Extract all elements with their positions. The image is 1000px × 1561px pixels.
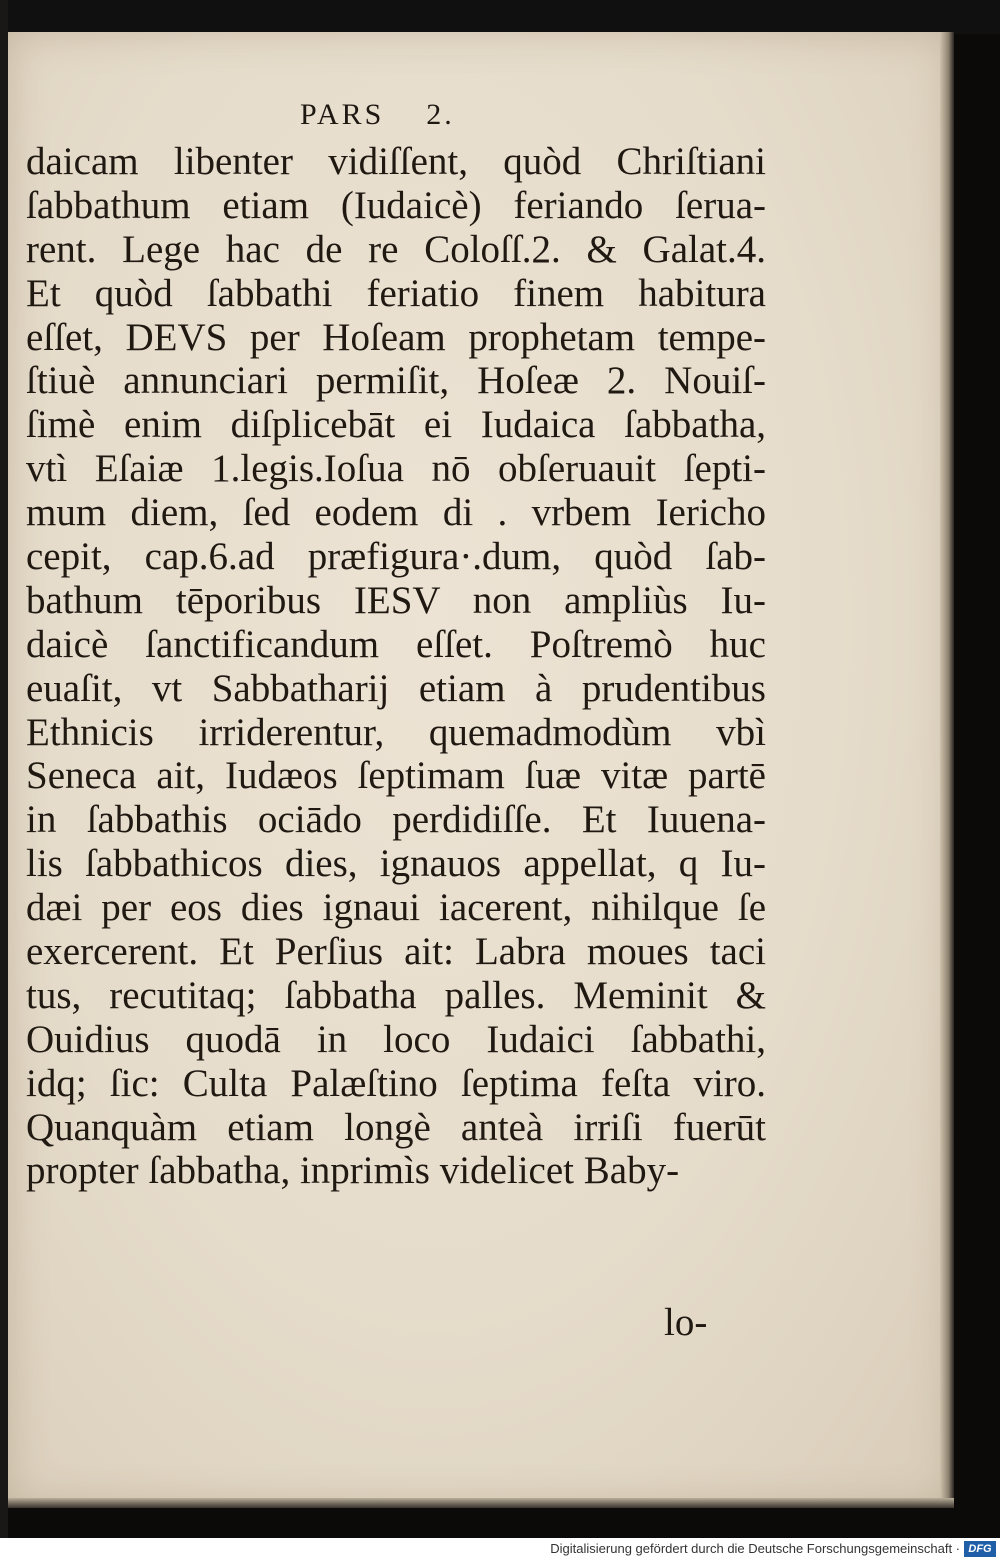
running-head: PARS 2. bbox=[300, 98, 455, 131]
text-line: euaſit, vt Sabbatharij etiam à prudentibus bbox=[26, 666, 766, 710]
text-line: in ſabbathis ociādo perdidiſſe. Et Iuuena- bbox=[26, 798, 766, 842]
text-line: ſtiuè annunciari permiſit, Hoſeæ 2. Nouiſ- bbox=[26, 359, 766, 403]
text-line: ſabbathum etiam (Iudaicè) feriando ſerua- bbox=[26, 183, 766, 227]
text-line: Et quòd ſabbathi feriatio finem habitura bbox=[26, 271, 766, 315]
body-text bbox=[26, 140, 766, 1193]
scan-background-left bbox=[0, 0, 8, 1561]
text-line: exercerent. Et Perſius ait: Labra moues taci bbox=[26, 930, 766, 974]
text-line: Seneca ait, Iudæos ſeptimam ſuæ vitæ partē bbox=[26, 754, 766, 798]
text-line: rent. Lege hac de re Coloſſ.2. & Galat.4. bbox=[26, 227, 766, 271]
text-line: lis ſabbathicos dies, ignauos appellat, q Iu- bbox=[26, 842, 766, 886]
text-line: propter ſabbatha, inprimìs videlicet Baby- bbox=[26, 1149, 680, 1193]
text-line: idq; ſic: Culta Palæſtino ſeptima feſta viro. bbox=[26, 1061, 766, 1105]
text-line: Quanquàm etiam longè anteà irriſi fuerūt bbox=[26, 1105, 766, 1149]
text-line: daicam libenter vidiſſent, quòd Chriſtiani bbox=[26, 140, 766, 183]
catchword: lo- bbox=[664, 1301, 708, 1344]
text-line: eſſet, DEVS per Hoſeam prophetam tempe- bbox=[26, 315, 766, 359]
text-line: vtì Eſaiæ 1.legis.Ioſua nō obſeruauit ſepti- bbox=[26, 447, 766, 491]
footer-bar bbox=[0, 1538, 1000, 1561]
text-line: Ouidius quodā in loco Iudaici ſabbathi, bbox=[26, 1017, 766, 1061]
page-edge-bottom bbox=[8, 1498, 954, 1508]
page-edge-right bbox=[940, 32, 954, 1506]
scan-background-top bbox=[0, 0, 1000, 34]
footer-credit: Digitalisierung gefördert durch die Deutsche Forschungsgemeinschaft · bbox=[550, 1541, 960, 1556]
text-line: Ethnicis irriderentur, quemadmodùm vbì bbox=[26, 710, 766, 754]
text-line: cepit, cap.6.ad præfigura·.dum, quòd ſab- bbox=[26, 535, 766, 579]
text-line: tus, recutitaq; ſabbatha palles. Meminit & bbox=[26, 973, 766, 1017]
text-line: mum diem, ſed eodem di . vrbem Iericho bbox=[26, 491, 766, 535]
text-line: daicè ſanctificandum eſſet. Poſtremò huc bbox=[26, 622, 766, 666]
text-line: dæi per eos dies ignaui iacerent, nihilque ſe bbox=[26, 886, 766, 930]
text-line: ſimè enim diſplicebāt ei Iudaica ſabbatha, bbox=[26, 403, 766, 447]
dfg-logo-icon: DFG bbox=[964, 1541, 996, 1557]
text-line: bathum tēporibus IESV non ampliùs Iu- bbox=[26, 578, 766, 622]
